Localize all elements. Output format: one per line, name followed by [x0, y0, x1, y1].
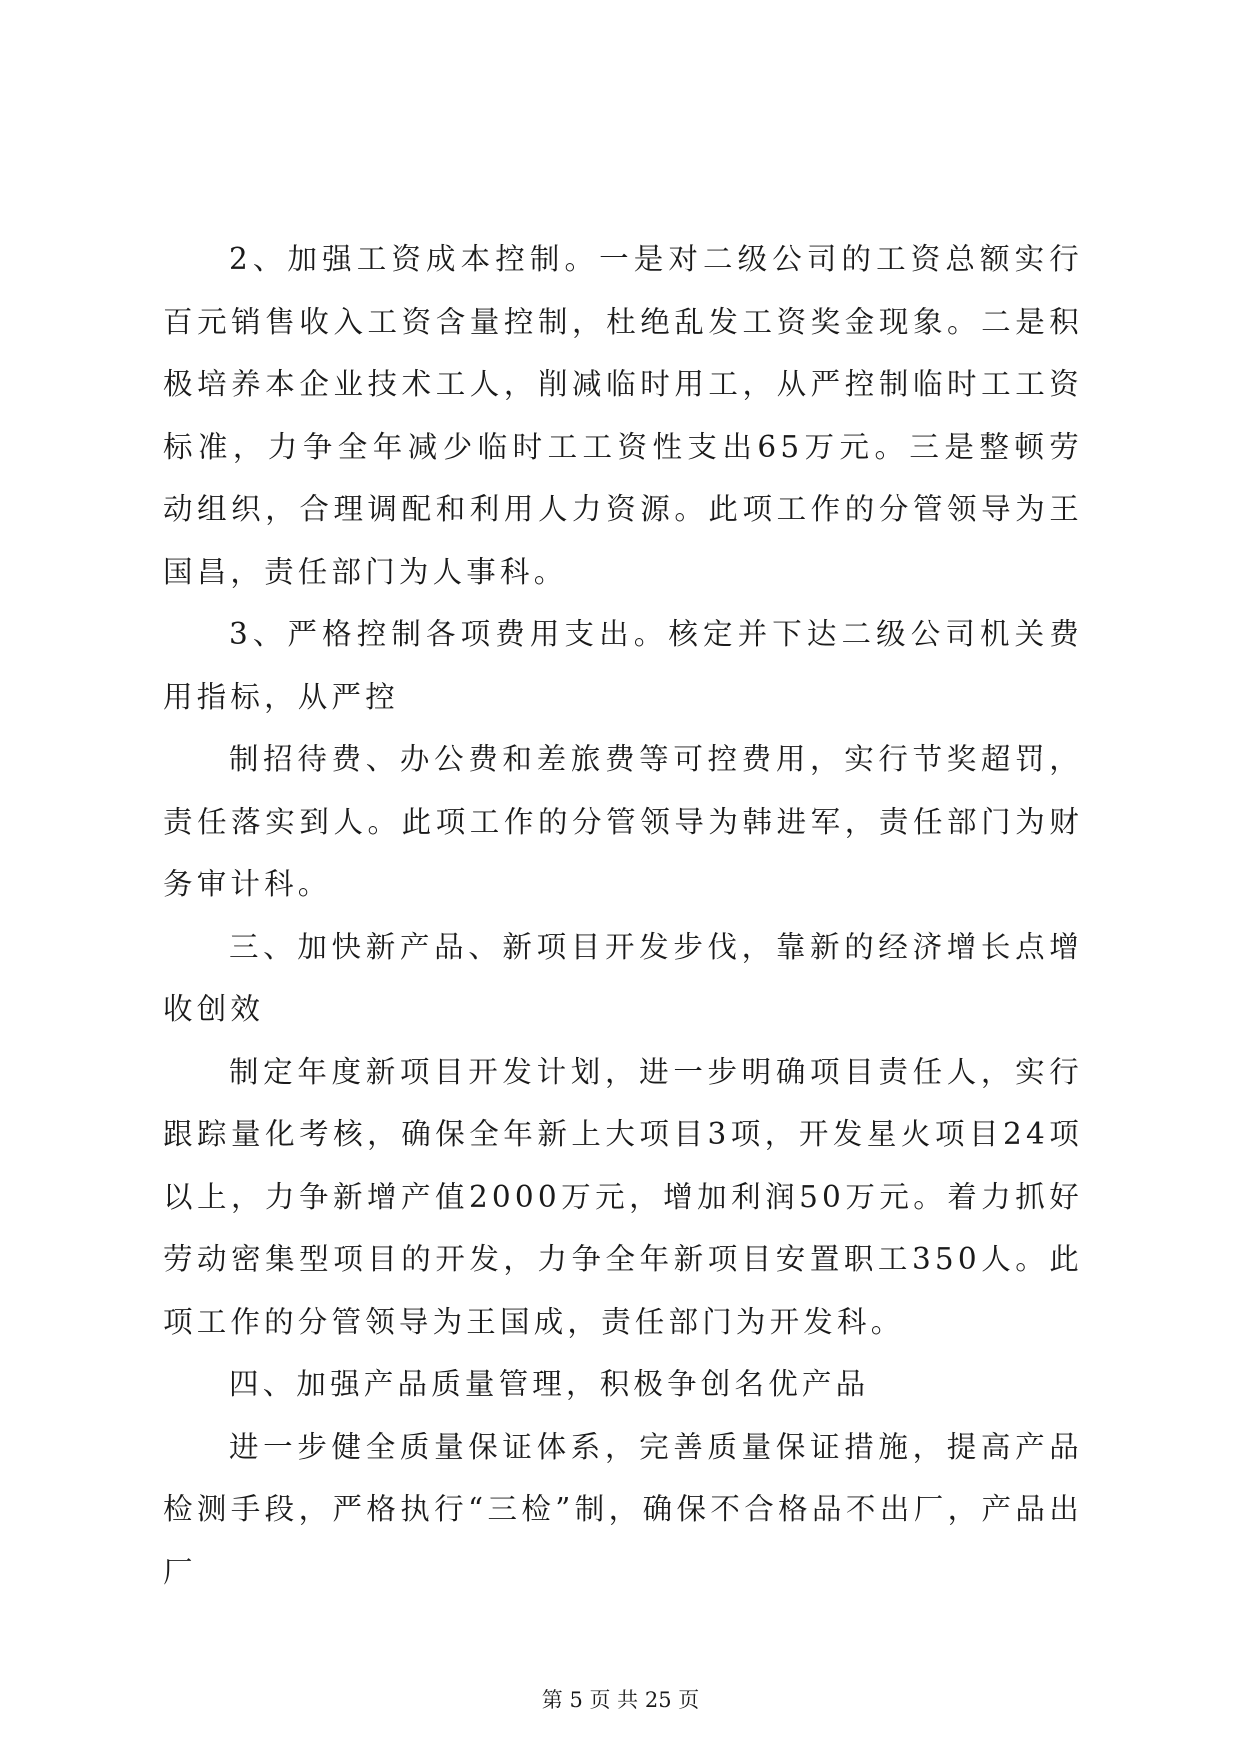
section-heading-new-products: 三、加快新产品、新项目开发步伐，靠新的经济增长点增收创效	[163, 929, 1083, 1026]
paragraph-new-products-body: 制定年度新项目开发计划，进一步明确项目责任人，实行跟踪量化考核，确保全年新上大项目3项，开发星火项目24项以上，力争新增产值2000万元，增加利润50万元。着力抓好劳动密集型项目的开发，力争全年新项目安置职工350人。此项工作的分管领导为王国成，责任部门为开发科。	[163, 1054, 1083, 1339]
paragraph-expense-control-heading: 3、严格控制各项费用支出。核定并下达二级公司机关费用指标，从严控	[163, 617, 1083, 714]
document-body	[163, 228, 1083, 1603]
section-heading-quality-management: 四、加强产品质量管理，积极争创名优产品	[229, 1367, 870, 1401]
page-footer: 第 5 页 共 25 页	[541, 1688, 700, 1712]
paragraph-wage-cost-control: 2、加强工资成本控制。一是对二级公司的工资总额实行百元销售收入工资含量控制，杜绝乱发工资奖金现象。二是积极培养本企业技术工人，削减临时用工，从严控制临时工工资标准，力争全年减少临时工工资性支出65万元。三是整顿劳动组织，合理调配和利用人力资源。此项工作的分管领导为王国昌，责任部门为人事科。	[163, 242, 1083, 589]
paragraph-expense-control-body: 制招待费、办公费和差旅费等可控费用，实行节奖超罚，责任落实到人。此项工作的分管领导为韩进军，责任部门为财务审计科。	[163, 742, 1083, 901]
paragraph-quality-management-body: 进一步健全质量保证体系，完善质量保证措施，提高产品检测手段，严格执行“三检”制，确保不合格品不出厂，产品出厂	[163, 1429, 1083, 1589]
